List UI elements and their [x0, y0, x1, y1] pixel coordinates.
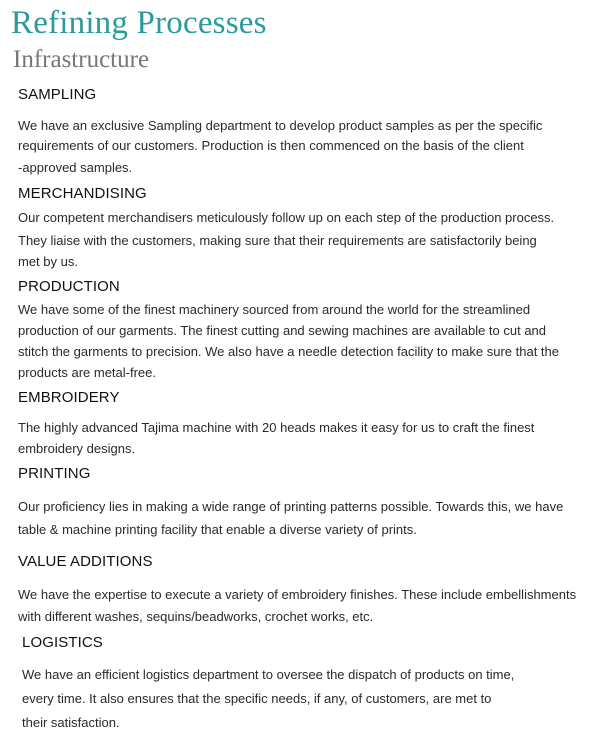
section-text-line: their satisfaction.	[22, 715, 120, 730]
section-heading-embroidery: EMBROIDERY	[18, 389, 120, 406]
section-text-line: Our proficiency lies in making a wide range of printing patterns possible. Towards this, we have	[18, 499, 564, 514]
section-text-line: production of our garments. The finest cutting and sewing machines are available to cut and	[18, 323, 547, 338]
section-heading-merchandising: MERCHANDISING	[18, 185, 147, 202]
section-text-line: every time. It also ensures that the specific needs, if any, of customers, are met to	[22, 691, 492, 706]
section-text-line: stitch the garments to precision. We also have a needle detection facility to make sure that the	[18, 344, 559, 359]
section-text-line: Our competent merchandisers meticulously follow up on each step of the production process.	[18, 210, 555, 225]
section-text-line: products are metal-free.	[18, 365, 157, 380]
section-text-line: We have an efficient logistics department to oversee the dispatch of products on time,	[22, 667, 515, 682]
section-text-line: We have the expertise to execute a variety of embroidery finishes. These include embellishments	[18, 587, 577, 602]
section-text-line: The highly advanced Tajima machine with 20 heads makes it easy for us to craft the finest	[18, 420, 535, 435]
section-heading-value-additions: VALUE ADDITIONS	[18, 553, 153, 570]
section-heading-production: PRODUCTION	[18, 278, 120, 295]
section-text-line: requirements of our customers. Production is then commenced on the basis of the client	[18, 138, 524, 153]
section-text-line: table & machine printing facility that enable a diverse variety of prints.	[18, 522, 417, 537]
section-text-line: -approved samples.	[18, 160, 133, 175]
section-text-line: met by us.	[18, 254, 78, 269]
section-text-line: with different washes, sequins/beadworks, crochet works, etc.	[18, 609, 374, 624]
section-heading-sampling: SAMPLING	[18, 86, 97, 103]
page-title: Refining Processes	[11, 5, 267, 41]
section-heading-logistics: LOGISTICS	[22, 634, 103, 651]
section-text-line: We have an exclusive Sampling department to develop product samples as per the specific	[18, 118, 543, 133]
section-text-line: They liaise with the customers, making sure that their requirements are satisfactorily being	[18, 233, 537, 248]
section-text-line: embroidery designs.	[18, 441, 136, 456]
page-subtitle: Infrastructure	[13, 46, 150, 73]
section-heading-printing: PRINTING	[18, 465, 91, 482]
section-text-line: We have some of the finest machinery sourced from around the world for the streamlined	[18, 302, 531, 317]
